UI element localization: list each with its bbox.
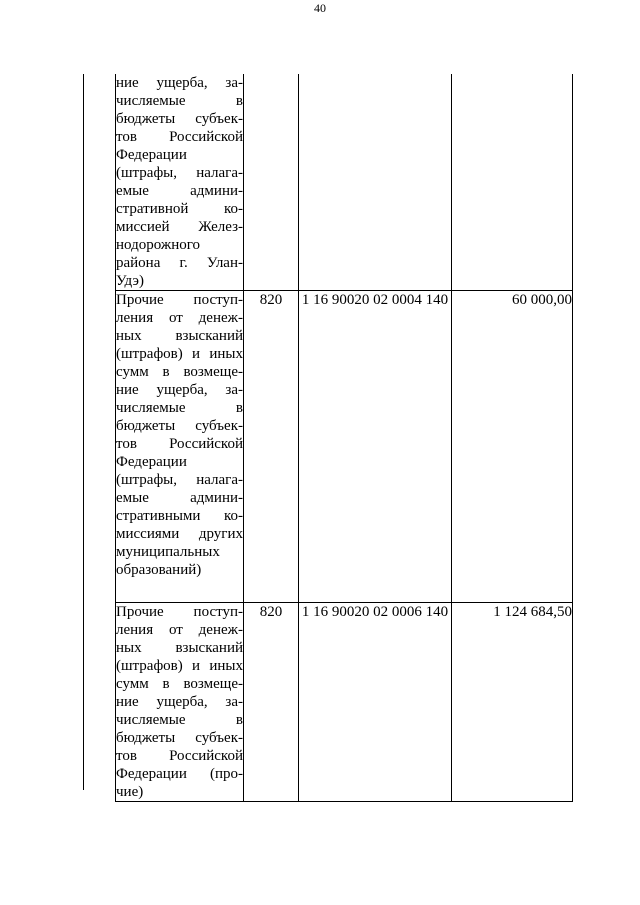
revenue-name-line: ние ущерба, за-: [116, 382, 243, 398]
revenue-name-cell: [116, 603, 244, 802]
revenue-name-line: Федерации (про-: [116, 766, 243, 782]
revenue-name-line: миссией Желез-: [116, 219, 243, 235]
revenue-name-line: Федерации: [116, 454, 187, 470]
table-row: [116, 603, 573, 802]
revenue-name-line: муниципальных: [116, 544, 220, 560]
revenue-name-line: бюджеты субъек-: [116, 418, 243, 434]
revenue-name-line: (штрафов) и иных: [116, 346, 243, 362]
revenue-name-line: (штрафы, налага-: [116, 165, 243, 181]
revenue-name-line: ных взысканий: [116, 328, 243, 344]
revenue-name-line: района г. Улан-: [116, 255, 243, 271]
amount-cell: [452, 74, 573, 291]
revenue-name-line: Прочие поступ-: [116, 604, 243, 620]
revenue-name-line: (штрафы, налага-: [116, 472, 243, 488]
revenue-name-line: числяемые в: [116, 712, 243, 728]
revenue-name-cell: [116, 291, 244, 603]
page-number: 40: [314, 1, 326, 15]
revenue-name-line: тов Российской: [116, 748, 243, 764]
revenue-name-line: бюджеты субъек-: [116, 111, 243, 127]
revenue-name-line: ние ущерба, за-: [116, 694, 243, 710]
admin-code-cell: 820: [244, 291, 299, 603]
amount-cell: 1 124 684,50: [452, 603, 573, 802]
revenue-name-line: числяемые в: [116, 400, 243, 416]
revenue-table: [115, 74, 573, 802]
revenue-name-cell: [116, 74, 244, 291]
admin-code-cell: 820: [244, 603, 299, 802]
admin-code-cell: [244, 74, 299, 291]
table-row: [116, 291, 573, 603]
revenue-name-line: чие): [116, 784, 144, 800]
revenue-name-line: ных взысканий: [116, 640, 243, 656]
revenue-name-line: Удэ): [116, 273, 144, 289]
table-row: [116, 74, 573, 291]
revenue-name-line: тов Российской: [116, 436, 243, 452]
budget-code-cell: [299, 74, 452, 291]
revenue-name-line: (штрафов) и иных: [116, 658, 243, 674]
revenue-name-line: бюджеты субъек-: [116, 730, 243, 746]
revenue-name-line: ления от денеж-: [116, 310, 243, 326]
revenue-name-line: образований): [116, 562, 202, 578]
revenue-name-line: ления от денеж-: [116, 622, 243, 638]
revenue-name-line: сумм в возмеще-: [116, 364, 243, 380]
revenue-name-line: числяемые в: [116, 93, 243, 109]
revenue-name-line: стративными ко-: [116, 508, 243, 524]
revenue-name-line: емые админи-: [116, 183, 243, 199]
revenue-name-line: Федерации: [116, 147, 187, 163]
budget-code-cell: 1 16 90020 02 0006 140: [299, 603, 452, 802]
revenue-name-line: сумм в возмеще-: [116, 676, 243, 692]
margin-rule: [83, 74, 84, 790]
amount-cell: 60 000,00: [452, 291, 573, 603]
revenue-name-line: ние ущерба, за-: [116, 75, 243, 91]
revenue-name-line: тов Российской: [116, 129, 243, 145]
revenue-name-line: емые админи-: [116, 490, 243, 506]
revenue-name-line: стративной ко-: [116, 201, 243, 217]
revenue-name-line: Прочие поступ-: [116, 292, 243, 308]
budget-code-cell: 1 16 90020 02 0004 140: [299, 291, 452, 603]
revenue-name-line: нодорожного: [116, 237, 201, 253]
revenue-name-line: миссиями других: [116, 526, 243, 542]
